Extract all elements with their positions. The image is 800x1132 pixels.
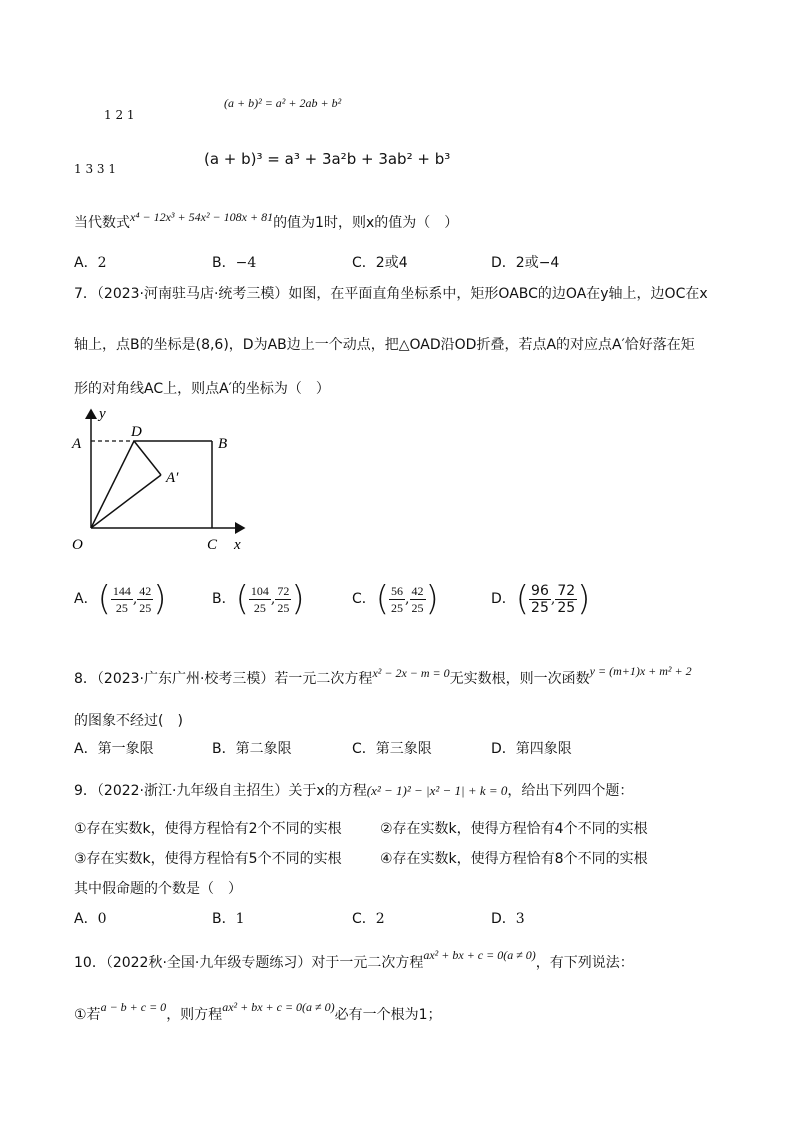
q8-equation: x² − 2x − m = 0 xyxy=(372,666,450,680)
q10-equation: ax² + bx + c = 0(a ≠ 0) xyxy=(423,948,536,962)
q7-c-fraction-x: $\frac{56}{25}$ xyxy=(391,583,404,615)
q7-option-c[interactable]: C．( $\frac{56}{25}$ , $\frac{42}{25}$ ) xyxy=(352,579,439,619)
q6-expression: x⁴ − 12x³ + 54x² − 108x + 81 xyxy=(130,210,274,224)
q7-a-fraction-x: $\frac{144}{25}$ xyxy=(112,583,131,615)
question-7-line-3: 形的对角线AC上，则点A′的坐标为（ ） xyxy=(74,381,330,397)
segment-a-prime-o xyxy=(91,475,161,528)
q9-option-b[interactable]: B．1 xyxy=(212,911,245,927)
q7-d-fraction-y: $\frac{72}{25}$ xyxy=(557,582,576,616)
q7-b-fraction-y: $\frac{72}{25}$ xyxy=(277,583,290,615)
q10-statement-equation: ax² + bx + c = 0(a ≠ 0) xyxy=(222,1000,335,1014)
q6-option-b[interactable]: B．−4 xyxy=(212,255,257,271)
question-7-line-2: 轴上，点B的坐标是(8,6)，D为AB边上一个动点，把△OAD沿OD折叠，若点A的对应点A′恰好落在矩 xyxy=(74,337,695,353)
question-10-stem: 10．（2022秋·全国·九年级专题练习）对于一元二次方程ax² + bx + c = 0(a ≠ 0)，有下列说法： xyxy=(74,948,634,971)
label-o: O xyxy=(72,537,83,553)
q8-option-a[interactable]: A．第一象限 xyxy=(74,741,154,757)
question-9-stem: 9．（2022·浙江·九年级自主招生）关于x的方程(x² − 1)² − |x² − 1| + k = 0，给出下列四个题： xyxy=(74,783,634,799)
segment-od xyxy=(91,441,134,528)
q7-option-a[interactable]: A．( $\frac{144}{25}$ , $\frac{42}{25}$ ) xyxy=(74,579,167,619)
pascal-row-3: 1 3 3 1 xyxy=(74,162,116,176)
q9-option-a[interactable]: A．0 xyxy=(74,911,107,927)
q6-text-before: 当代数式 xyxy=(74,215,130,231)
question-7-line-1: 7．（2023·河南驻马店·统考三模）如图，在平面直角坐标系中，矩形OABC的边OA在y轴上，边OC在x xyxy=(74,286,708,302)
q7-c-fraction-y: $\frac{42}{25}$ xyxy=(411,583,424,615)
rectangle-fold-figure xyxy=(64,400,254,560)
pascal-row-2: 1 2 1 xyxy=(104,108,135,122)
q8-option-b[interactable]: B．第二象限 xyxy=(212,741,292,757)
question-6-stem xyxy=(74,210,458,232)
q10-condition: a − b + c = 0 xyxy=(100,1000,167,1014)
binomial-cube-formula: (a + b)³ = a³ + 3a²b + 3ab² + b³ xyxy=(204,150,451,168)
question-8-line-2: 的图象不经过( ) xyxy=(74,713,183,729)
q9-question: 其中假命题的个数是（ ） xyxy=(74,881,242,897)
label-a: A xyxy=(72,436,82,452)
q8-option-c[interactable]: C．第三象限 xyxy=(352,741,432,757)
q7-a-fraction-y: $\frac{42}{25}$ xyxy=(139,583,152,615)
binomial-square-formula: (a + b)² = a² + 2ab + b² xyxy=(224,96,342,110)
q6-option-d[interactable]: D．2或−4 xyxy=(491,255,560,271)
q7-option-b[interactable]: B．( $\frac{104}{25}$ , $\frac{72}{25}$ ) xyxy=(212,579,305,619)
q7-b-fraction-x: $\frac{104}{25}$ xyxy=(250,583,269,615)
q6-text-after: 的值为1时，则x的值为（ ） xyxy=(273,215,459,231)
label-c: C xyxy=(207,537,218,553)
q9-statement-1: ①存在实数k，使得方程恰有2个不同的实根 xyxy=(74,821,342,837)
label-y: y xyxy=(99,406,106,422)
label-x: x xyxy=(234,537,241,553)
q9-equation: (x² − 1)² − |x² − 1| + k = 0 xyxy=(366,783,508,798)
question-8-stem: 8．（2023·广东广州·校考三模）若一元二次方程x² − 2x − m = 0无实数根，则一次函数y = (m+1)x + m² + 2 xyxy=(74,664,692,687)
q9-statement-4: ④存在实数k，使得方程恰有8个不同的实根 xyxy=(380,851,648,867)
q6-option-c[interactable]: C．2或4 xyxy=(352,255,408,271)
q8-option-d[interactable]: D．第四象限 xyxy=(491,741,572,757)
q9-statement-3: ③存在实数k，使得方程恰有5个不同的实根 xyxy=(74,851,342,867)
segment-da-prime xyxy=(134,441,161,475)
label-a-prime: A′ xyxy=(166,470,179,486)
q6-option-a[interactable]: A．2 xyxy=(74,255,107,271)
q9-statement-2: ②存在实数k，使得方程恰有4个不同的实根 xyxy=(380,821,648,837)
label-b: B xyxy=(218,436,228,452)
q9-option-c[interactable]: C．2 xyxy=(352,911,385,927)
q9-option-d[interactable]: D．3 xyxy=(491,911,525,927)
q7-option-d[interactable]: D．( $\frac{96}{25}$ , $\frac{72}{25}$ ) xyxy=(491,579,591,619)
q10-statement-1: ①若a − b + c = 0，则方程ax² + bx + c = 0(a ≠ 0)必有一个根为1； xyxy=(74,1000,442,1023)
q8-linear-function: y = (m+1)x + m² + 2 xyxy=(589,664,692,678)
label-d: D xyxy=(131,424,142,440)
q7-d-fraction-x: $\frac{96}{25}$ xyxy=(531,582,549,616)
